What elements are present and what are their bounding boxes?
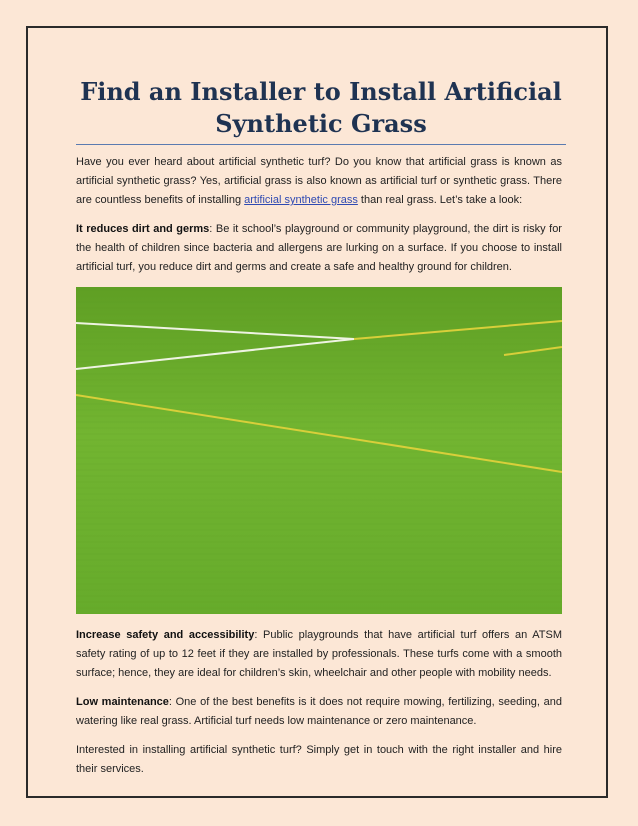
- section-heading: Low maintenance: [76, 696, 169, 708]
- section-text: : Public playgrounds that have artificial turf offers an ATSM safety rating of up to 12 feet if they are installed by professionals. These turfs come with a smooth surface; hence, they are ideal for children’s skin, wheelchair and other people with mobility needs.: [76, 629, 562, 679]
- closing-paragraph: Interested in installing artificial synthetic turf? Simply get in touch with the right installer and hire their services.: [76, 744, 562, 775]
- artificial-turf-photo: [76, 287, 562, 614]
- page-title: Find an Installer to Install Artificial Synthetic Grass: [76, 76, 566, 145]
- intro-paragraph: [76, 153, 562, 210]
- intro-text-before: Have you ever heard about artificial synthetic turf? Do you know that artificial grass is known as artificial synthetic grass? Yes, artificial grass is also known as artificial turf or synthetic grass. There are countless benefits of installing: [76, 156, 562, 206]
- section-text: : One of the best benefits is it does not require mowing, fertilizing, seeding, and watering like real grass. Artificial turf needs low maintenance or zero maintenance.: [76, 696, 563, 727]
- section-heading: It reduces dirt and germs: [76, 223, 210, 235]
- section-heading: Increase safety and accessibility: [76, 629, 255, 641]
- artificial-grass-link[interactable]: artificial synthetic grass: [244, 194, 358, 206]
- section-text: : Be it school’s playground or community playground, the dirt is risky for the health of children since bacteria and allergens are lurking on a surface. If you choose to install artificial turf, you reduce dirt and germs and create a safe and healthy ground for children.: [76, 223, 562, 273]
- section-maintenance: [76, 693, 562, 731]
- section-dirt-germs: [76, 220, 562, 277]
- article-body: [76, 153, 562, 789]
- intro-text-after: than real grass. Let’s take a look:: [357, 194, 523, 206]
- section-safety: [76, 626, 562, 683]
